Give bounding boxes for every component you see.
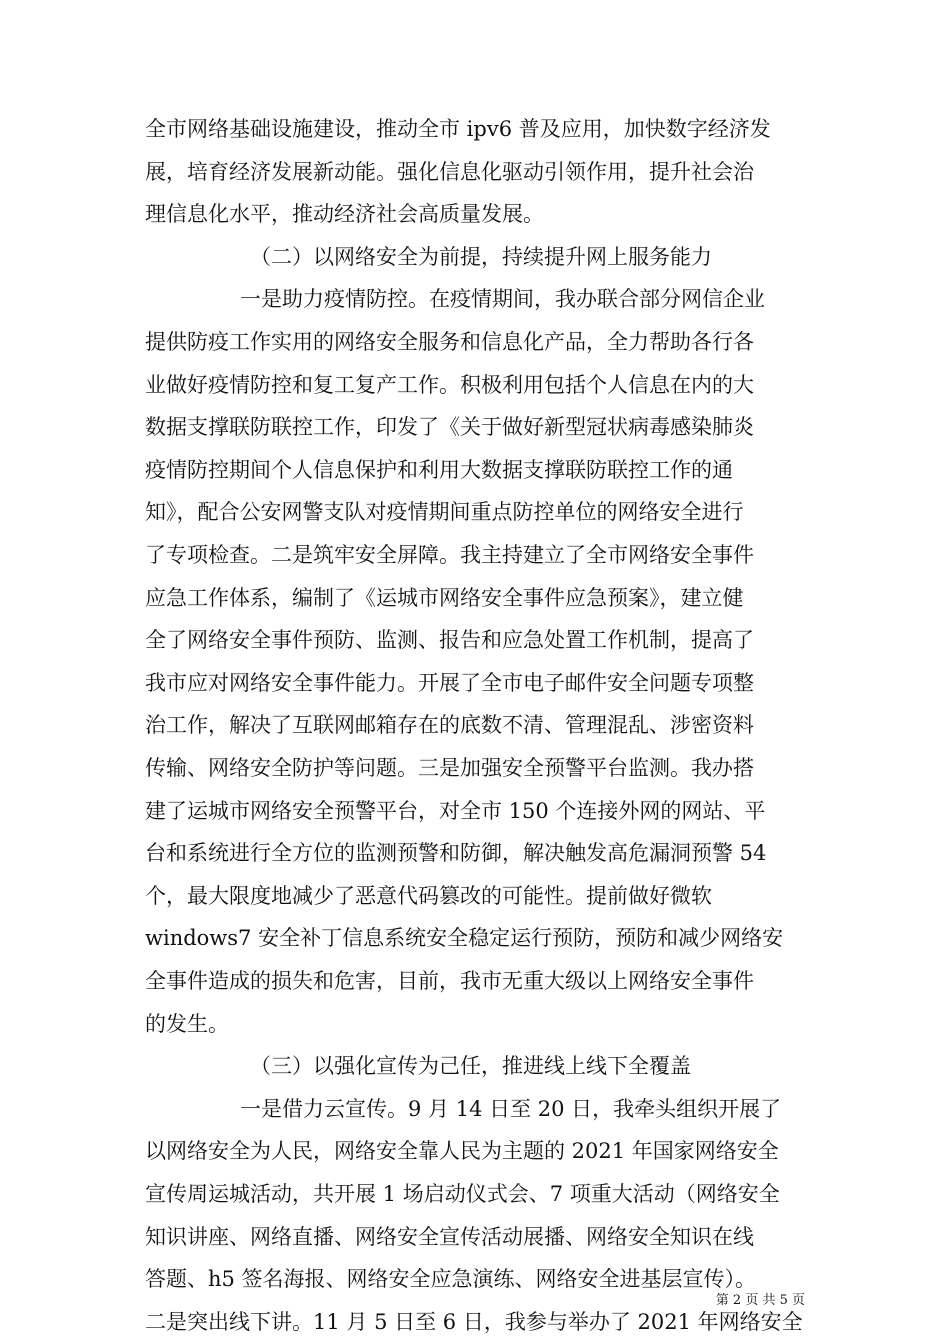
- text-line: 提供防疫工作实用的网络安全服务和信息化产品，全力帮助各行各: [145, 330, 754, 354]
- text-line: 治工作，解决了互联网邮箱存在的底数不清、管理混乱、涉密资料: [145, 713, 754, 738]
- text-line: windows7 安全补丁信息系统安全稳定运行预防，预防和减少网络安: [145, 926, 784, 951]
- text-line: 数据支撑联防联控工作，印发了《关于做好新型冠状病毒感染肺炎: [145, 415, 754, 440]
- section-heading-3: （三）以强化宣传为己任，推进线上线下全覆盖: [250, 1054, 691, 1079]
- text-line: 建了运城市网络安全预警平台，对全市 150 个连接外网的网站、平: [145, 798, 766, 823]
- text-line: 全事件造成的损失和危害，目前，我市无重大级以上网络安全事件: [145, 969, 754, 993]
- text-line: 知识讲座、网络直播、网络安全宣传活动展播、网络安全知识在线: [145, 1224, 754, 1249]
- text-line: 一是借力云宣传。9 月 14 日至 20 日，我牵头组织开展了: [240, 1096, 782, 1121]
- text-line: 应急工作体系，编制了《运城市网络安全事件应急预案》，建立健: [145, 585, 744, 610]
- text-line: 宣传周运城活动，共开展 1 场启动仪式会、7 项重大活动（网络安全: [145, 1182, 780, 1206]
- text-line: 疫情防控期间个人信息保护和利用大数据支撑联防联控工作的通: [145, 457, 733, 482]
- text-line: 业做好疫情防控和复工复产工作。积极利用包括个人信息在内的大: [145, 372, 754, 397]
- text-line: 以网络安全为人民，网络安全靠人民为主题的 2021 年国家网络安全: [145, 1139, 779, 1164]
- text-line: 全了网络安全事件预防、监测、报告和应急处置工作机制，提高了: [145, 628, 754, 653]
- text-line: 展，培育经济发展新动能。强化信息化驱动引领作用，提升社会治: [145, 159, 754, 184]
- section-heading-2: （二）以网络安全为前提，持续提升网上服务能力: [250, 244, 712, 269]
- text-line: 台和系统进行全方位的监测预警和防御，解决触发高危漏洞预警 54: [145, 841, 767, 866]
- text-line: 的发生。: [145, 1011, 229, 1036]
- text-line: 理信息化水平，推动经济社会高质量发展。: [145, 202, 544, 227]
- text-line: 答题、h5 签名海报、网络安全应急演练、网络安全进基层宣传）。: [145, 1267, 757, 1292]
- text-line: 全市网络基础设施建设，推动全市 ipv6 普及应用，加快数字经济发: [145, 117, 771, 141]
- text-line: 传输、网络安全防护等问题。三是加强安全预警平台监测。我办搭: [145, 756, 754, 780]
- text-line: 二是突出线下讲。11 月 5 日至 6 日，我参与举办了 2021 年网络安全: [145, 1309, 803, 1334]
- text-line: 知》，配合公安网警支队对疫情期间重点防控单位的网络安全进行: [145, 500, 744, 525]
- text-line: 个，最大限度地减少了恶意代码篡改的可能性。提前做好微软: [145, 883, 712, 908]
- text-line: 一是助力疫情防控。在疫情期间，我办联合部分网信企业: [240, 287, 765, 312]
- text-line: 我市应对网络安全事件能力。开展了全市电子邮件安全问题专项整: [145, 670, 754, 695]
- text-line: 了专项检查。二是筑牢安全屏障。我主持建立了全市网络安全事件: [145, 543, 754, 567]
- page-footer: 第 2 页 共 5 页: [715, 1293, 805, 1308]
